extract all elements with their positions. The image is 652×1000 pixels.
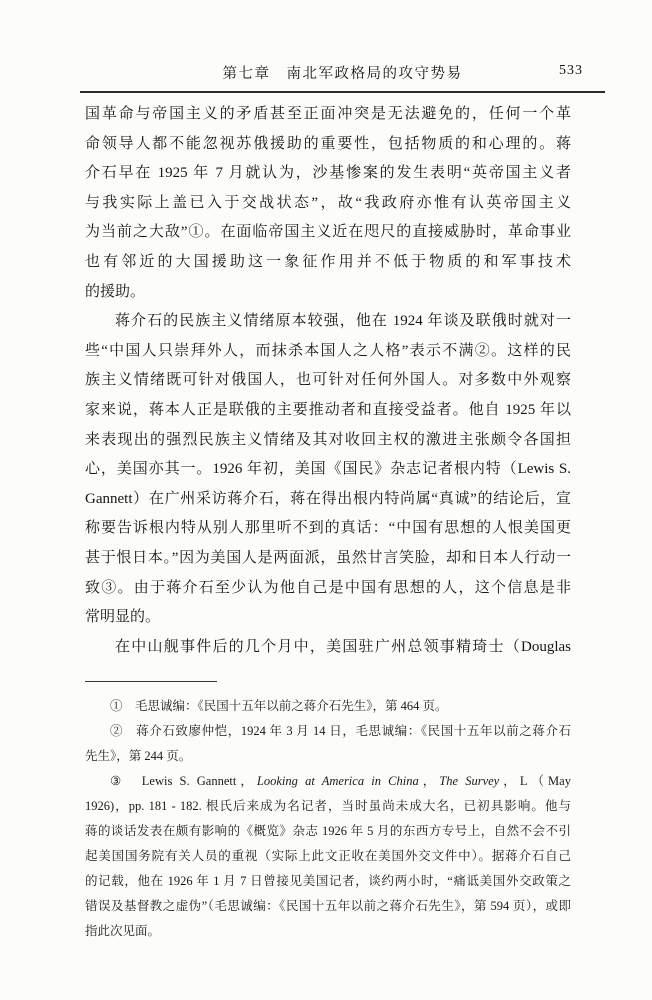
footnote-separator (85, 681, 217, 682)
header-rule (80, 91, 605, 93)
text-line: 常明显的。 (85, 609, 161, 626)
text-line: 1926)，pp. 181 - 182. 根氏后来成为名记者，当时虽尚未成大名，已初具影响。他与 (85, 799, 571, 813)
text-line: 指此次见面。 (85, 924, 161, 938)
text-line: 与我实际上盖已入于交战状态”，故“我政府亦惟有认英帝国主义 (85, 194, 571, 211)
text-line: 家来说，蒋本人正是联俄的主要推动者和直接受益者。他自 1925 年以 (85, 401, 571, 418)
text-line: 蒋的谈话发表在颇有影响的《概览》杂志 1926 年 5 月的东西方专号上，自然不会不引 (85, 824, 571, 838)
page-number: 533 (559, 63, 583, 78)
text-line: 介石早在 1925 年 7 月就认为，沙基惨案的发生表明“英帝国主义者 (85, 165, 571, 182)
text-line: 的记载，他在 1926 年 1 月 7 日曾接见美国记者，谈约两小时，“痛诋美国外交政策之 (85, 874, 571, 888)
text-line: 也有邻近的大国援助这一象征作用并不低于物质的和军事技术 (85, 253, 571, 270)
text-line (85, 769, 571, 794)
text-line: 来表现出的强烈民族主义情绪及其对收回主权的激进主张颇令各国担 (85, 431, 571, 448)
text-line: 称要告诉根内特从别人那里听不到的真话：“中国有思想的人恨美国更 (85, 520, 571, 537)
text-line: Gannett）在广州采访蒋介石，蒋在得出根内特尚属“真诚”的结论后，宣 (85, 490, 571, 507)
text-line: 蒋介石的民族主义情绪原本较强，他在 1924 年谈及联俄时就对一 (115, 313, 571, 330)
text-line: 命领导人都不能忽视苏俄援助的重要性，包括物质的和心理的。蒋 (85, 135, 571, 152)
text-line: ① 毛思诚编：《民国十五年以前之蒋介石先生》，第 464 页。 (110, 699, 448, 713)
text-line: ② 蒋介石致廖仲恺，1924 年 3 月 14 日，毛思诚编：《民国十五年以前之蒋介石 (110, 724, 571, 738)
running-header (80, 62, 605, 82)
text-line: 甚于恨日本。”因为美国人是两面派，虽然甘言笑脸，却和日本人行动一 (85, 549, 571, 566)
italic-text: Looking at America in China (256, 774, 419, 788)
plain-text: ， (418, 774, 440, 788)
plain-text: ③ Lewis S. Gannett， (110, 774, 257, 788)
text-line: 为当前之大敌”①。在面临帝国主义近在咫尺的直接威胁时，革命事业 (85, 224, 571, 241)
text-line: 族主义情绪既可针对俄国人，也可针对任何外国人。对多数中外观察 (85, 372, 571, 389)
text-line: 在中山舰事件后的几个月中，美国驻广州总领事精琦士（Douglas (115, 638, 571, 655)
text-line: 致③。由于蒋介石至少认为他自己是中国有思想的人，这个信息是非 (85, 579, 571, 596)
text-line: 些“中国人只崇拜外人，而抹杀本国人之人格”表示不满②。这样的民 (85, 342, 571, 359)
italic-text: The Survey (439, 774, 500, 788)
chapter-title: 第七章 南北军政格局的攻守势易 (222, 66, 463, 82)
text-line: 国革命与帝国主义的矛盾甚至正面冲突是无法避免的，任何一个革 (85, 106, 571, 122)
plain-text: ，L（May (499, 774, 571, 788)
text-line: 的援助。 (85, 283, 146, 300)
text-line: 起美国国务院有关人员的重视（实际上此文正收在美国外交文件中）。据蒋介石自己 (85, 849, 571, 863)
text-line: 错误及基督教之虚伪”（毛思诚编：《民国十五年以前之蒋介石先生》，第 594 页），或即 (85, 899, 571, 913)
footnotes (85, 694, 571, 944)
body-text (85, 100, 571, 662)
text-line: 先生》，第 244 页。 (85, 749, 192, 763)
text-line: 心，美国亦其一。1926 年初，美国《国民》杂志记者根内特（Lewis S. (85, 461, 571, 478)
